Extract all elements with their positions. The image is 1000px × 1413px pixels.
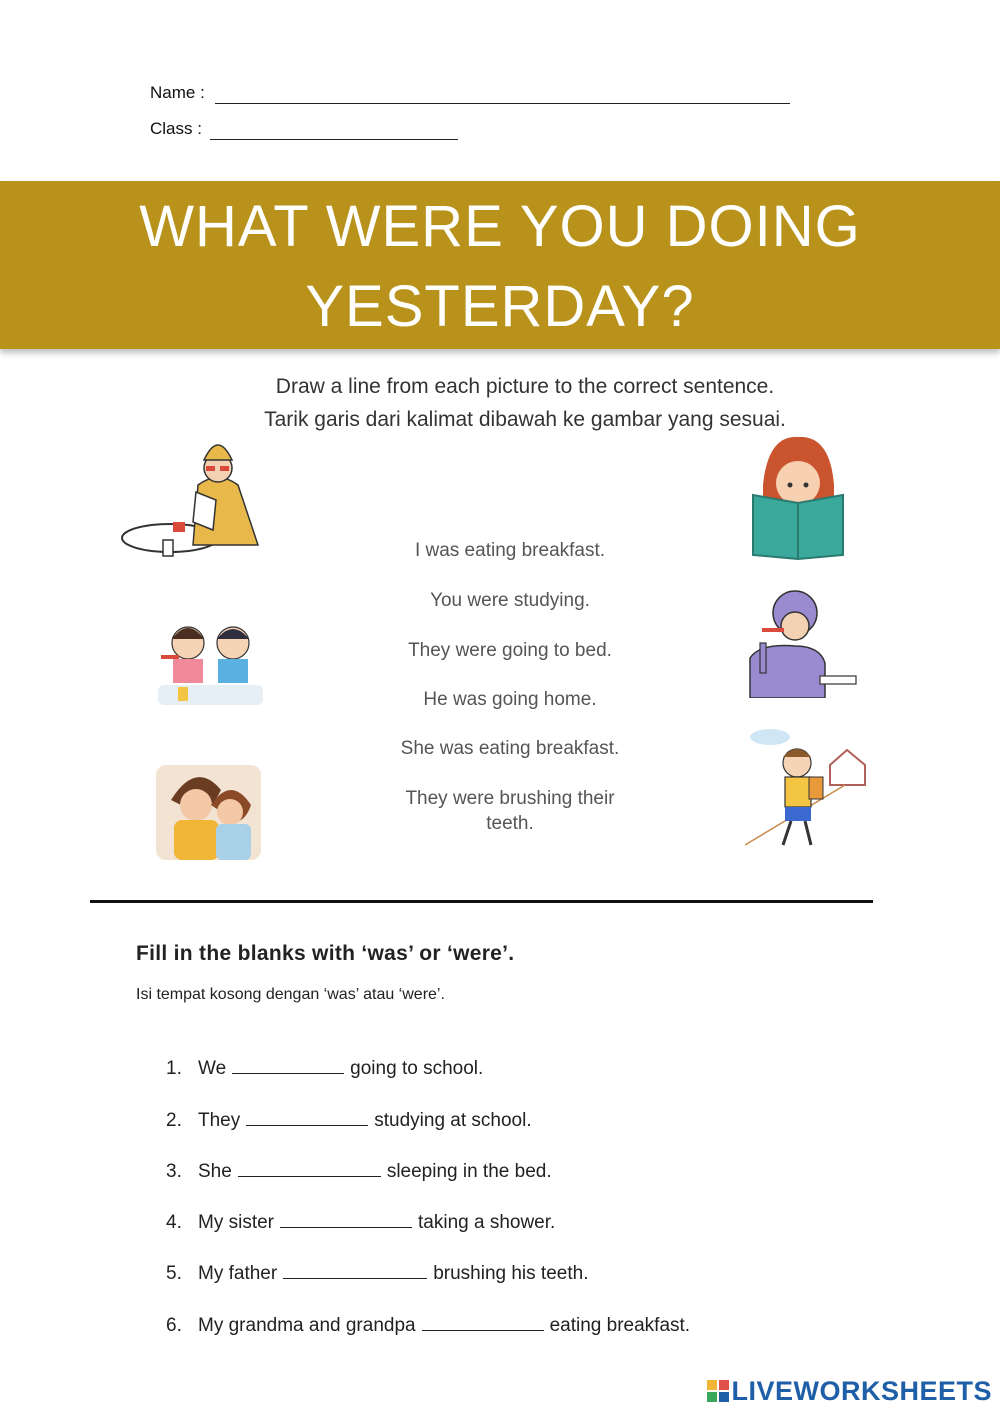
question-before: They [198,1110,241,1131]
woman-eating-breakfast-picture[interactable] [118,430,263,560]
answer-blank-1[interactable] [232,1059,344,1074]
question-1 [166,1058,483,1080]
sentence-5[interactable]: She was eating breakfast. [400,738,620,759]
question-after: eating breakfast. [549,1315,691,1336]
girl-studying-book-picture[interactable] [748,435,848,560]
question-after: studying at school. [374,1110,532,1131]
question-after: taking a shower. [418,1212,556,1233]
question-after: brushing his teeth. [433,1263,589,1284]
sentence-2[interactable]: You were studying. [430,590,590,611]
question-before: She [198,1161,232,1182]
name-field[interactable] [215,85,790,104]
instruction-english: Draw a line from each picture to the correct sentence. [275,375,775,398]
title-line-1: WHAT WERE YOU DOING [139,194,861,259]
answer-blank-4[interactable] [280,1213,412,1228]
class-field[interactable] [210,121,458,140]
logo-text: LIVEWORKSHEETS [731,1376,992,1406]
question-number: 3. [166,1161,182,1182]
section-divider [90,900,873,903]
sentence-1[interactable]: I was eating breakfast. [414,540,606,561]
question-6 [166,1315,690,1337]
question-before: My grandma and grandpa [198,1315,416,1336]
liveworksheets-logo [707,1376,992,1407]
name-label: Name : [150,83,205,102]
question-after: sleeping in the bed. [386,1161,552,1182]
answer-blank-5[interactable] [283,1264,427,1279]
question-5 [166,1263,588,1285]
question-before: My sister [198,1212,274,1233]
title-banner [0,181,1000,349]
mother-daughter-bed-picture[interactable] [156,760,261,865]
class-label: Class : [150,119,202,138]
question-before: We [198,1058,227,1079]
fill-blanks-subtitle: Isi tempat kosong dengan ‘was’ atau ‘were’. [136,986,445,1003]
question-number: 1. [166,1058,182,1079]
title-line-2: YESTERDAY? [305,274,695,339]
answer-blank-2[interactable] [246,1111,368,1126]
grandma-brushing-teeth-picture[interactable] [740,588,858,698]
boy-going-home-picture[interactable] [745,725,870,855]
question-3 [166,1161,552,1183]
question-after: going to school. [350,1058,484,1079]
sentence-6[interactable]: They were brushing their teeth. [405,788,615,834]
children-brushing-teeth-picture[interactable] [153,615,268,710]
question-2 [166,1110,532,1132]
question-4 [166,1212,555,1234]
sentence-3[interactable]: They were going to bed. [408,640,612,661]
fill-blanks-title: Fill in the blanks with ‘was’ or ‘were’. [136,942,515,965]
liveworksheets-logo-icon [707,1380,729,1402]
sentence-4[interactable]: He was going home. [423,689,597,710]
answer-blank-6[interactable] [422,1316,544,1331]
answer-blank-3[interactable] [238,1162,381,1177]
instruction-indonesian: Tarik garis dari kalimat dibawah ke gambar yang sesuai. [264,408,786,431]
question-number: 4. [166,1212,182,1233]
question-before: My father [198,1263,278,1284]
question-number: 2. [166,1110,182,1131]
question-number: 5. [166,1263,182,1284]
question-number: 6. [166,1315,182,1336]
